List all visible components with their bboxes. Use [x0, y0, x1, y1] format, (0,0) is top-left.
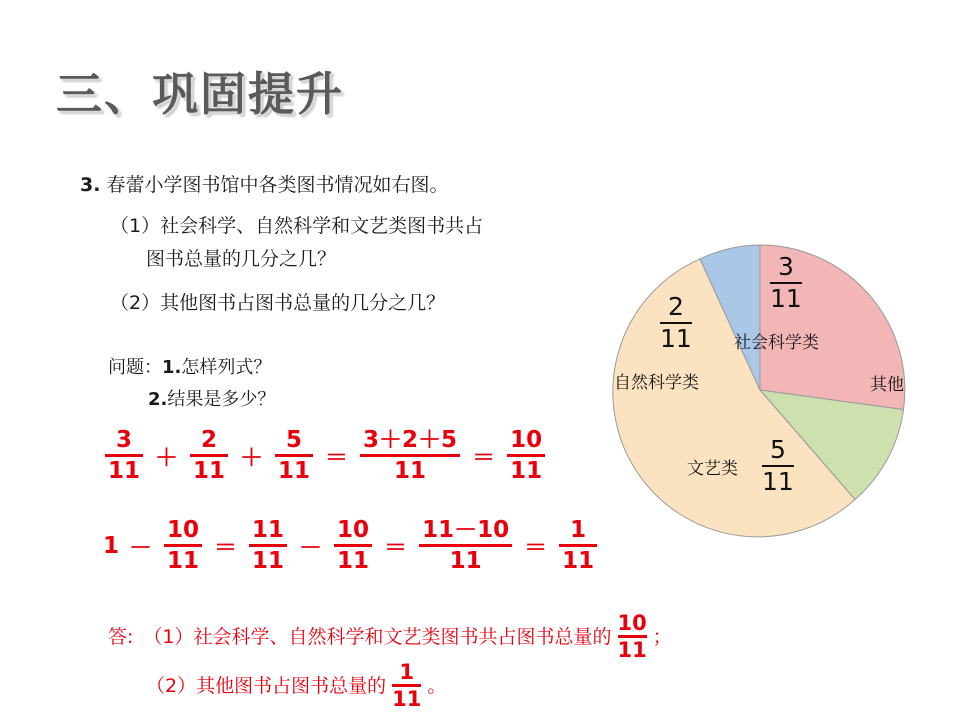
fraction-bar — [559, 544, 597, 547]
sub-question-2 — [110, 288, 445, 315]
answer-line-2-end: 。 — [427, 674, 447, 697]
ask-2 — [148, 384, 275, 416]
operator-plus-1: ＋ — [155, 445, 179, 472]
fraction-denominator: 11 — [394, 458, 427, 485]
fraction-1-11 — [559, 518, 597, 573]
answer-line-2-marker: （2） — [146, 674, 197, 697]
fraction-bar — [419, 544, 512, 547]
fraction-10-11-b — [164, 518, 202, 573]
fraction-bar — [360, 454, 460, 457]
fraction-5-11 — [275, 428, 313, 483]
fraction-numerator: 10 — [617, 611, 647, 635]
pie-chart — [602, 232, 942, 562]
operator-equals-3: ＝ — [524, 535, 548, 562]
fraction-bar — [334, 544, 372, 547]
sub-question-1-line1: 社会科学、自然科学和文艺类图书共占 — [160, 215, 484, 237]
fraction-denominator: 11 — [167, 548, 200, 575]
operator-equals-2: ＝ — [472, 445, 496, 472]
page-title: 三、巩固提升 — [56, 67, 344, 121]
sub-question-1 — [110, 210, 483, 276]
fraction-bar — [275, 454, 313, 457]
fraction-denominator: 11 — [510, 458, 543, 485]
fraction-numerator: 10 — [510, 427, 543, 453]
answer-line-1-marker: （1） — [143, 625, 194, 648]
fraction-numerator: 5 — [286, 427, 303, 453]
fraction-numerator: 10 — [337, 517, 370, 543]
sub-question-1-line2: 图书总量的几分之几？ — [146, 248, 337, 270]
fraction-2-11-chart — [660, 294, 692, 353]
fraction-bar — [164, 544, 202, 547]
sub-question-2-marker: （2） — [110, 292, 161, 314]
ask-1-number: 1. — [162, 357, 182, 378]
fraction-numerator: 11－10 — [422, 517, 510, 543]
fraction-sum-over-11 — [360, 428, 460, 483]
pie-value-arts — [762, 437, 794, 496]
fraction-numerator: 3＋2＋5 — [363, 427, 458, 453]
fraction-3-11 — [105, 428, 143, 483]
fraction-numerator: 2 — [201, 427, 218, 453]
fraction-denominator: 11 — [770, 284, 802, 314]
pie-value-social-science — [770, 254, 802, 313]
answer-fraction-10-11 — [618, 612, 647, 661]
equation-row-1 — [98, 428, 552, 483]
question-text: 春蕾小学图书馆中各类图书情况如右图。 — [106, 174, 449, 196]
fraction-denominator: 11 — [762, 467, 794, 497]
ask-block — [108, 352, 275, 416]
fraction-2-11 — [190, 428, 228, 483]
answer-line-2-text: 其他图书占图书总量的 — [196, 674, 387, 697]
fraction-bar — [507, 454, 545, 457]
fraction-denominator: 11 — [617, 638, 647, 663]
fraction-bar — [105, 454, 143, 457]
pie-label-other: 其他 — [870, 375, 904, 395]
fraction-denominator: 11 — [449, 548, 482, 575]
fraction-bar — [249, 544, 287, 547]
answer-line-1-text: 社会科学、自然科学和文艺类图书共占图书总量的 — [193, 625, 612, 648]
pie-label-natural-science: 自然科学类 — [614, 373, 699, 393]
fraction-numerator: 10 — [167, 517, 200, 543]
ask-2-number: 2. — [148, 389, 168, 410]
operator-plus-2: ＋ — [240, 445, 264, 472]
fraction-denominator: 11 — [392, 687, 422, 712]
fraction-numerator: 3 — [777, 252, 794, 281]
ask-label: 问题： — [108, 357, 162, 378]
fraction-numerator: 1 — [399, 660, 415, 685]
fraction-denominator: 11 — [108, 458, 141, 485]
whole-number-1: 1 — [103, 532, 120, 559]
fraction-11-11 — [249, 518, 287, 573]
answer-label: 答: — [108, 625, 134, 648]
ask-2-text: 结果是多少？ — [167, 389, 276, 410]
fraction-denominator: 11 — [562, 548, 595, 575]
fraction-numerator: 3 — [116, 427, 133, 453]
fraction-10-11-c — [334, 518, 372, 573]
operator-equals-2: ＝ — [384, 535, 408, 562]
operator-equals-1: ＝ — [325, 445, 349, 472]
question-number: 3. — [80, 174, 101, 196]
pie-label-social-science: 社会科学类 — [734, 333, 819, 353]
question-line — [80, 170, 449, 197]
fraction-numerator: 2 — [667, 292, 684, 321]
fraction-denominator: 11 — [337, 548, 370, 575]
fraction-5-11-chart — [762, 437, 794, 496]
fraction-denominator: 11 — [252, 548, 285, 575]
operator-minus-2: － — [299, 535, 323, 562]
fraction-difference-over-11 — [419, 518, 512, 573]
fraction-denominator: 11 — [660, 324, 692, 354]
sub-question-2-text: 其他图书占图书总量的几分之几？ — [160, 292, 446, 314]
fraction-denominator: 11 — [278, 458, 311, 485]
answer-line-2 — [108, 661, 672, 710]
fraction-numerator: 11 — [252, 517, 285, 543]
answer-fraction-1-11 — [392, 661, 421, 710]
fraction-bar — [190, 454, 228, 457]
answer-line-1 — [108, 612, 672, 661]
sub-question-1-marker: （1） — [110, 215, 161, 237]
pie-value-natural-science — [660, 294, 692, 353]
ask-1-text: 怎样列式？ — [181, 357, 272, 378]
fraction-numerator: 5 — [769, 435, 786, 464]
operator-equals-1: ＝ — [214, 535, 238, 562]
pie-label-arts: 文艺类 — [687, 459, 738, 479]
fraction-3-11-chart — [770, 254, 802, 313]
answer-line-1-end: ； — [652, 625, 672, 648]
operator-minus-1: － — [129, 535, 153, 562]
fraction-10-11 — [507, 428, 545, 483]
fraction-denominator: 11 — [193, 458, 226, 485]
fraction-numerator: 1 — [570, 517, 587, 543]
equation-row-2 — [98, 518, 604, 573]
answer-block — [108, 612, 672, 710]
